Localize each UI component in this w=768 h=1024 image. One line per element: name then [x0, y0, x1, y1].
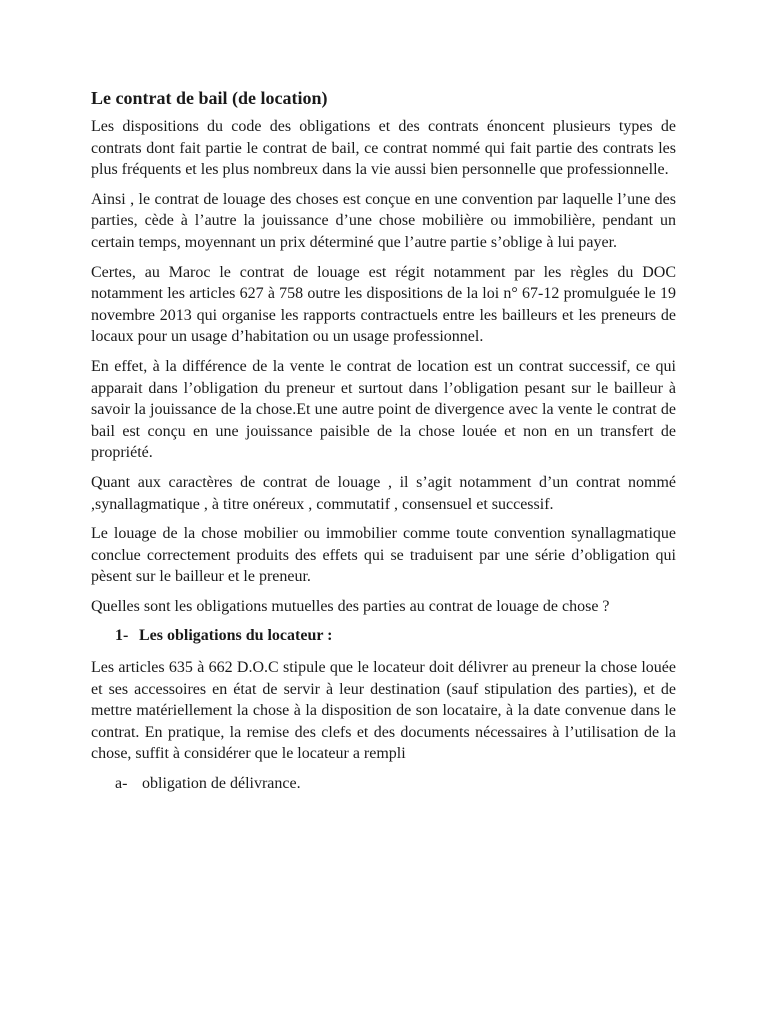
- paragraph-locateur-obligations: Les articles 635 à 662 D.O.C stipule que le locateur doit délivrer au preneur la chose louée et ses accessoires en état de servir à leur destination (sauf stipulation des parties), et de mettre matériellement la chose à la disposition de son locataire, à la date convenue dans le contrat. En pratique, la remise des clefs et des documents nécessaires à l’utilisation de la chose, suffit à considérer que le locateur a rempli: [91, 659, 676, 763]
- document-title: Le contrat de bail (de location): [91, 88, 328, 108]
- sub-item-marker: a-: [115, 775, 128, 793]
- paragraph-definition: Ainsi , le contrat de louage des choses est conçue en une convention par laquelle l’une des parties, cède à l’autre la jouissance d’une chose mobilière ou immobilière, pendant un certain temps, moyennant un prix déterminé que l’autre partie s’oblige à lui payer.: [91, 190, 676, 251]
- section-heading-locateur: [115, 625, 676, 647]
- paragraph-intro: Les dispositions du code des obligations et des contrats énoncent plusieurs types de contrats dont fait partie le contrat de bail, ce contrat nommé qui fait partie des contrats les plus fréquents et les plus nombreux dans la vie aussi bien personnelle que professionnelle.: [91, 118, 676, 179]
- section-number: 1-: [115, 627, 129, 645]
- paragraph-difference-sale: En effet, à la différence de la vente le contrat de location est un contrat successif, ce qui apparait dans l’obligation du preneur et surtout dans l’obligation pesant sur le bailleur à savoir la jouissance de la chose.Et une autre point de divergence avec la vente le contrat de bail est conçu en une jouissance paisible de la chose louée et non en un transfert de propriété.: [91, 357, 676, 462]
- paragraph-obligations-effects: Le louage de la chose mobilier ou immobilier comme toute convention synallagmatique conclue correctement produits des effets qui se traduisent par une série d’obligation qui pèsent sur le bailleur et le preneur.: [91, 525, 676, 586]
- paragraph-characteristics: Quant aux caractères de contrat de louage , il s’agit notamment d’un contrat nommé ,synallagmatique , à titre onéreux , commutatif , consensuel et successif.: [91, 473, 676, 513]
- sub-item-delivrance: [115, 773, 676, 795]
- paragraph-question: Quelles sont les obligations mutuelles des parties au contrat de louage de chose ?: [91, 597, 610, 615]
- paragraph-legal-basis: Certes, au Maroc le contrat de louage est régit notamment par les règles du DOC notamment les articles 627 à 758 outre les dispositions de la loi n° 67-12 promulguée le 19 novembre 2013 qui organise les rapports contractuels entre les bailleurs et les preneurs de locaux pour un usage d’habitation ou un usage professionnel.: [91, 263, 676, 346]
- sub-item-text: obligation de délivrance.: [142, 775, 301, 793]
- section-heading-text: Les obligations du locateur :: [139, 627, 333, 645]
- document-page: [91, 86, 676, 795]
